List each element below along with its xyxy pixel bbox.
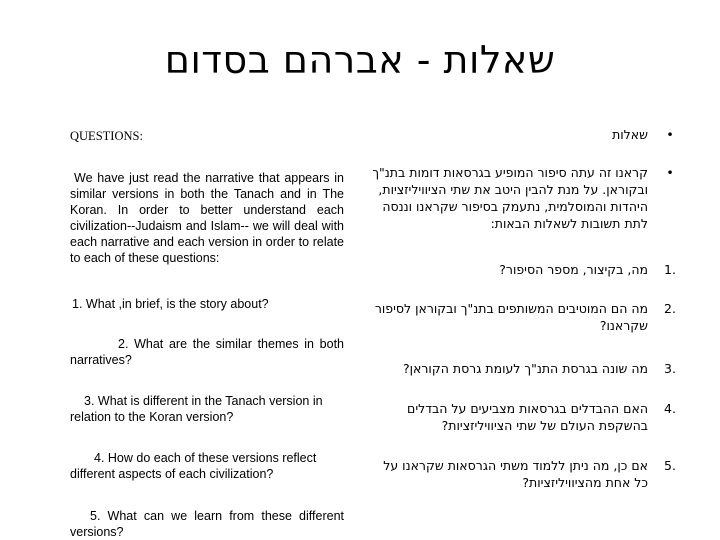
hebrew-questions-label: שאלות [612,127,648,142]
question-number: 1. [664,262,676,277]
english-question: 1. What ,in brief, is the story about? [72,297,269,311]
english-question: 5. What can we learn from these different versions? [70,509,344,539]
question-text: האם ההבדלים בגרסאות מצביעים על הבדלים בהשקפת העולם של שתי הציוויליזציות? [407,401,648,433]
hebrew-question-item [368,300,680,334]
question-text: מה, בקיצור, מספר הסיפור? [499,262,648,277]
english-question: 4. How do each of these versions reflect different aspects of each civilization? [70,451,317,481]
question-number: 5. [664,458,676,473]
question-number: 4. [664,401,676,416]
bullet-marker: • [666,165,674,180]
page-title: שאלות - אברהם בסדום [164,38,556,82]
hebrew-question-item [368,360,680,377]
question-text: מה שונה בגרסת התנ"ך לעומת גרסת הקוראן? [402,361,648,376]
english-question: 3. What is different in the Tanach version in relation to the Koran version? [70,394,323,424]
hebrew-bullet-item [368,126,680,143]
hebrew-question-item [368,457,680,491]
english-intro-text: We have just read the narrative that appears in similar versions in both the Tanach and in The Koran. In order to better understand each civilization--Judaism and Islam-- we will deal with each narrative and each version in order to relate to each of these questions: [70,171,344,265]
hebrew-question-item [368,400,680,434]
bullet-marker: • [666,127,674,142]
question-number: 2. [664,301,676,316]
question-text: אם כן, מה ניתן ללמוד משתי הגרסאות שקראנו על כל אחת מהציוויליזציות? [383,458,648,490]
hebrew-intro-text: קראנו זה עתה סיפור המופיע בגרסאות דומות בתנ"ך ובקוראן. על מנת להבין היטב את שתי הציוויליזציות, היהדות והמוסלמית, נתעמק בסיפור שקראנו וננסה לתת תשובות לשאלות הבאות: [372,165,648,231]
english-heading: QUESTIONS: [70,129,143,143]
hebrew-question-item [368,261,680,278]
question-number: 3. [664,361,676,376]
hebrew-bullet-item [368,164,680,232]
english-question: 2. What are the similar themes in both narratives? [70,337,344,367]
question-text: מה הם המוטיבים המשותפים בתנ"ך ובקוראן לסיפור שקראנו? [374,301,648,333]
